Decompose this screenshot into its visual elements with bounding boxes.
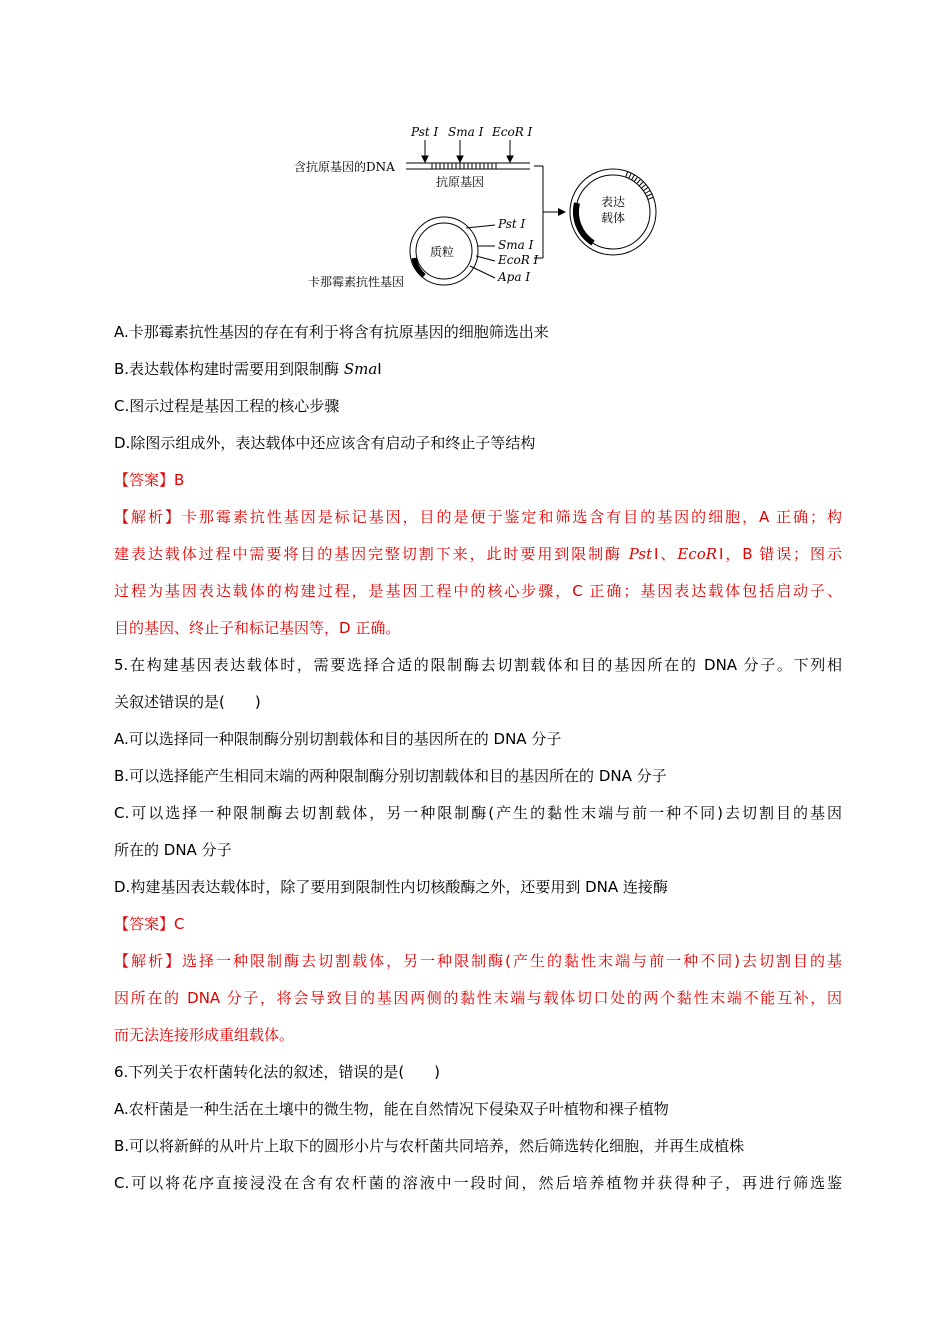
arrow-to-vector-icon	[558, 208, 566, 216]
vector-construction-diagram	[290, 118, 670, 298]
plasmid-site-ecor: EcoR Ⅰ	[498, 253, 539, 267]
q6-stem: 6.下列关于农杆菌转化法的叙述，错误的是( )	[114, 1063, 441, 1081]
kanamycin-gene-label: 卡那霉素抗性基因	[308, 275, 405, 289]
q5-stem-line-1: 5.在构建基因表达载体时，需要选择合适的限制酶去切割载体和目的基因所在的 DNA 分子。下列相	[114, 656, 842, 674]
q4-exp-text-3: Ⅰ，B 错误；图示	[717, 545, 842, 563]
plasmid-site-sma: Sma Ⅰ	[498, 238, 534, 252]
q4-option-d: D.除图示组成外，表达载体中还应该含有启动子和终止子等结构	[114, 434, 536, 452]
plasmid-label: 质粒	[430, 245, 455, 259]
q4-exp-text-2: Ⅰ、	[652, 545, 678, 563]
q5-answer: 【答案】C	[114, 915, 185, 933]
antigen-gene-region	[432, 163, 496, 169]
q5-option-b: B.可以选择能产生相同末端的两种限制酶分别切割载体和目的基因所在的 DNA 分子	[114, 767, 667, 785]
q5-explanation-line-3: 而无法连接形成重组载体。	[114, 1026, 295, 1044]
enzyme-label-sma: Sma Ⅰ	[448, 125, 484, 139]
q4-option-a: A.卡那霉素抗性基因的存在有利于将含有抗原基因的细胞筛选出来	[114, 323, 549, 341]
q4-explanation-line-1: 【解析】卡那霉素抗性基因是标记基因，目的是便于鉴定和筛选含有目的基因的细胞，A 正确；构	[114, 508, 842, 526]
q4-option-b	[114, 351, 842, 388]
cut-site-arrows	[422, 140, 513, 162]
q5-explanation-line-1: 【解析】选择一种限制酶去切割载体，另一种限制酶(产生的黏性末端与前一种不同)去切割目的基	[114, 952, 842, 970]
q5-explanation-line-2: 因所在的 DNA 分子，将会导致目的基因两侧的黏性末端与载体切口处的两个黏性末端不能互补，因	[114, 989, 842, 1007]
vector-label-1: 表达	[601, 195, 626, 209]
q4-explanation-line-4: 目的基因、终止子和标记基因等，D 正确。	[114, 619, 401, 637]
q5-option-a: A.可以选择同一种限制酶分别切割载体和目的基因所在的 DNA 分子	[114, 730, 562, 748]
q4-option-c: C.图示过程是基因工程的核心步骤	[114, 397, 340, 415]
plasmid-site-pst: Pst Ⅰ	[498, 217, 526, 231]
question-content	[114, 314, 842, 1202]
q5-option-c-line-2: 所在的 DNA 分子	[114, 841, 232, 859]
plasmid-site-leaders	[466, 225, 495, 278]
q4-exp-enzyme-ecor: EcoR	[677, 545, 718, 563]
q4-option-b-enzyme: Sma	[343, 360, 378, 378]
q5-option-d: D.构建基因表达载体时，除了要用到限制性内切核酸酶之外，还要用到 DNA 连接酶	[114, 878, 668, 896]
dna-label: 含抗原基因的DNA	[294, 160, 395, 174]
q6-option-c: C.可以将花序直接浸没在含有农杆菌的溶液中一段时间，然后培养植物并获得种子，再进行筛选鉴	[114, 1174, 842, 1192]
q4-explanation-line-3: 过程为基因表达载体的构建过程，是基因工程中的核心步骤，C 正确；基因表达载体包括启动子、	[114, 582, 842, 600]
enzyme-label-ecor: EcoR Ⅰ	[492, 125, 533, 139]
q4-answer: 【答案】B	[114, 471, 185, 489]
q5-option-c-line-1: C.可以选择一种限制酶去切割载体，另一种限制酶(产生的黏性末端与前一种不同)去切割目的基因	[114, 804, 842, 822]
antigen-gene-label: 抗原基因	[436, 175, 485, 189]
plasmid-site-apa: Apa Ⅰ	[498, 270, 531, 284]
vector-label-2: 载体	[601, 211, 626, 225]
enzyme-label-pst: Pst Ⅰ	[411, 125, 439, 139]
q4-explanation-line-2	[114, 536, 842, 573]
q4-exp-text-1: 建表达载体过程中需要将目的基因完整切割下来，此时要用到限制酶	[114, 545, 629, 563]
q4-option-b-suffix: Ⅰ	[377, 360, 382, 378]
q6-option-a: A.农杆菌是一种生活在土壤中的微生物，能在自然情况下侵染双子叶植物和裸子植物	[114, 1100, 669, 1118]
q4-option-b-text: B.表达载体构建时需要用到限制酶	[114, 360, 344, 378]
q4-exp-enzyme-pst: Pst	[628, 545, 653, 563]
q5-stem-line-2: 关叙述错误的是( )	[114, 693, 261, 711]
q6-option-b: B.可以将新鲜的从叶片上取下的圆形小片与农杆菌共同培养，然后筛选转化细胞，并再生成植株	[114, 1137, 745, 1155]
bracket	[534, 166, 560, 258]
